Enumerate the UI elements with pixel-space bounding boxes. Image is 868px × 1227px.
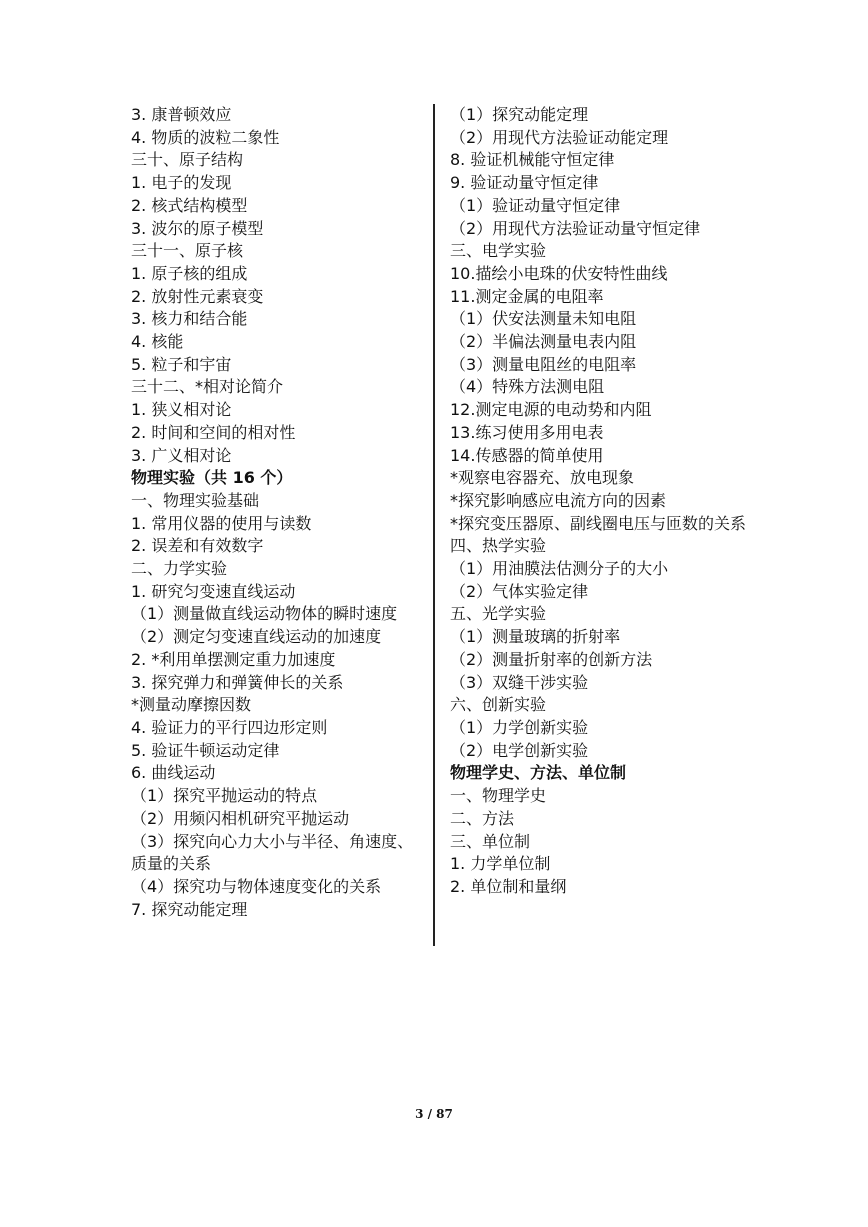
toc-entry: （1）用油膜法估测分子的大小 xyxy=(450,559,669,579)
toc-entry: 6. 曲线运动 xyxy=(131,763,216,783)
toc-entry: 10.描绘小电珠的伏安特性曲线 xyxy=(450,263,668,283)
toc-entry: 9. 验证动量守恒定律 xyxy=(450,173,599,193)
toc-entry: 2. 核式结构模型 xyxy=(131,195,248,215)
toc-entry: *观察电容器充、放电现象 xyxy=(450,468,635,488)
toc-entry: 5. 粒子和宇宙 xyxy=(131,354,232,374)
section-heading: 物理实验（共 16 个） xyxy=(131,468,293,488)
toc-right-column xyxy=(450,104,746,899)
toc-entry: 一、物理实验基础 xyxy=(131,490,260,510)
toc-entry: 2. 时间和空间的相对性 xyxy=(131,422,296,442)
toc-entry: 三十、原子结构 xyxy=(131,150,244,170)
toc-entry: （1）伏安法测量未知电阻 xyxy=(450,309,637,329)
toc-entry: 1. 常用仪器的使用与读数 xyxy=(131,513,312,533)
toc-entry: （2）用现代方法验证动能定理 xyxy=(450,127,669,147)
toc-entry: （1）探究动能定理 xyxy=(450,105,589,124)
toc-entry: （3）探究向心力大小与半径、角速度、质量的关系 xyxy=(131,831,414,874)
section-heading: 物理学史、方法、单位制 xyxy=(450,763,627,783)
toc-entry: （2）测定匀变速直线运动的加速度 xyxy=(131,627,382,647)
toc-entry: 7. 探究动能定理 xyxy=(131,899,248,919)
toc-entry: （3）测量电阻丝的电阻率 xyxy=(450,354,637,374)
toc-entry: 11.测定金属的电阻率 xyxy=(450,286,604,306)
toc-entry: 一、物理学史 xyxy=(450,786,547,806)
toc-entry: （1）测量玻璃的折射率 xyxy=(450,627,621,647)
toc-entry: *探究影响感应电流方向的因素 xyxy=(450,490,667,510)
toc-entry: 1. 狭义相对论 xyxy=(131,400,232,420)
toc-entry: 六、创新实验 xyxy=(450,695,547,715)
page-number: 3 / 87 xyxy=(415,1107,453,1121)
column-divider xyxy=(433,104,435,946)
toc-entry: 14.传感器的简单使用 xyxy=(450,445,604,465)
toc-entry: 2. 放射性元素衰变 xyxy=(131,286,264,306)
toc-entry: 3. 探究弹力和弹簧伸长的关系 xyxy=(131,672,344,692)
toc-entry: 5. 验证牛顿运动定律 xyxy=(131,740,280,760)
toc-entry: 13.练习使用多用电表 xyxy=(450,422,604,442)
toc-entry: （2）用现代方法验证动量守恒定律 xyxy=(450,218,701,238)
toc-entry: 4. 验证力的平行四边形定则 xyxy=(131,717,328,737)
toc-entry: 二、力学实验 xyxy=(131,559,228,579)
toc-entry: 8. 验证机械能守恒定律 xyxy=(450,150,615,170)
toc-entry: 3. 波尔的原子模型 xyxy=(131,218,264,238)
toc-entry: （4）探究功与物体速度变化的关系 xyxy=(131,876,382,896)
toc-entry: （2）气体实验定律 xyxy=(450,581,589,601)
toc-entry: 3. 广义相对论 xyxy=(131,445,232,465)
toc-entry: 三、单位制 xyxy=(450,831,531,851)
toc-entry: 五、光学实验 xyxy=(450,604,547,624)
toc-entry: 三、电学实验 xyxy=(450,241,547,261)
toc-entry: 四、热学实验 xyxy=(450,536,547,556)
toc-entry: 4. 核能 xyxy=(131,332,184,352)
toc-entry: （2）电学创新实验 xyxy=(450,740,589,760)
toc-entry: 三十二、*相对论简介 xyxy=(131,377,284,397)
toc-entry: 三十一、原子核 xyxy=(131,241,244,261)
toc-entry: （1）探究平抛运动的特点 xyxy=(131,786,318,806)
toc-entry: 1. 原子核的组成 xyxy=(131,263,248,283)
toc-entry: 1. 研究匀变速直线运动 xyxy=(131,581,296,601)
toc-entry: （2）用频闪相机研究平抛运动 xyxy=(131,808,350,828)
toc-entry: 2. 误差和有效数字 xyxy=(131,536,264,556)
toc-entry: 2. *利用单摆测定重力加速度 xyxy=(131,649,336,669)
toc-entry: （1）测量做直线运动物体的瞬时速度 xyxy=(131,604,398,624)
toc-entry: （2）半偏法测量电表内阻 xyxy=(450,332,637,352)
toc-entry: 3. 核力和结合能 xyxy=(131,309,248,329)
toc-left-column xyxy=(131,104,427,921)
toc-entry: 2. 单位制和量纲 xyxy=(450,876,567,896)
toc-entry: （1）验证动量守恒定律 xyxy=(450,195,621,215)
toc-entry: 4. 物质的波粒二象性 xyxy=(131,127,280,147)
toc-entry: （3）双缝干涉实验 xyxy=(450,672,589,692)
toc-entry: 3. 康普顿效应 xyxy=(131,105,232,124)
toc-entry: （2）测量折射率的创新方法 xyxy=(450,649,653,669)
toc-entry: *测量动摩擦因数 xyxy=(131,695,252,715)
toc-entry: *探究变压器原、副线圈电压与匝数的关系 xyxy=(450,513,747,533)
toc-entry: 1. 电子的发现 xyxy=(131,173,232,193)
toc-entry: （4）特殊方法测电阻 xyxy=(450,377,605,397)
toc-entry: 1. 力学单位制 xyxy=(450,854,551,874)
toc-entry: （1）力学创新实验 xyxy=(450,717,589,737)
toc-entry: 12.测定电源的电动势和内阻 xyxy=(450,400,652,420)
toc-entry: 二、方法 xyxy=(450,808,515,828)
